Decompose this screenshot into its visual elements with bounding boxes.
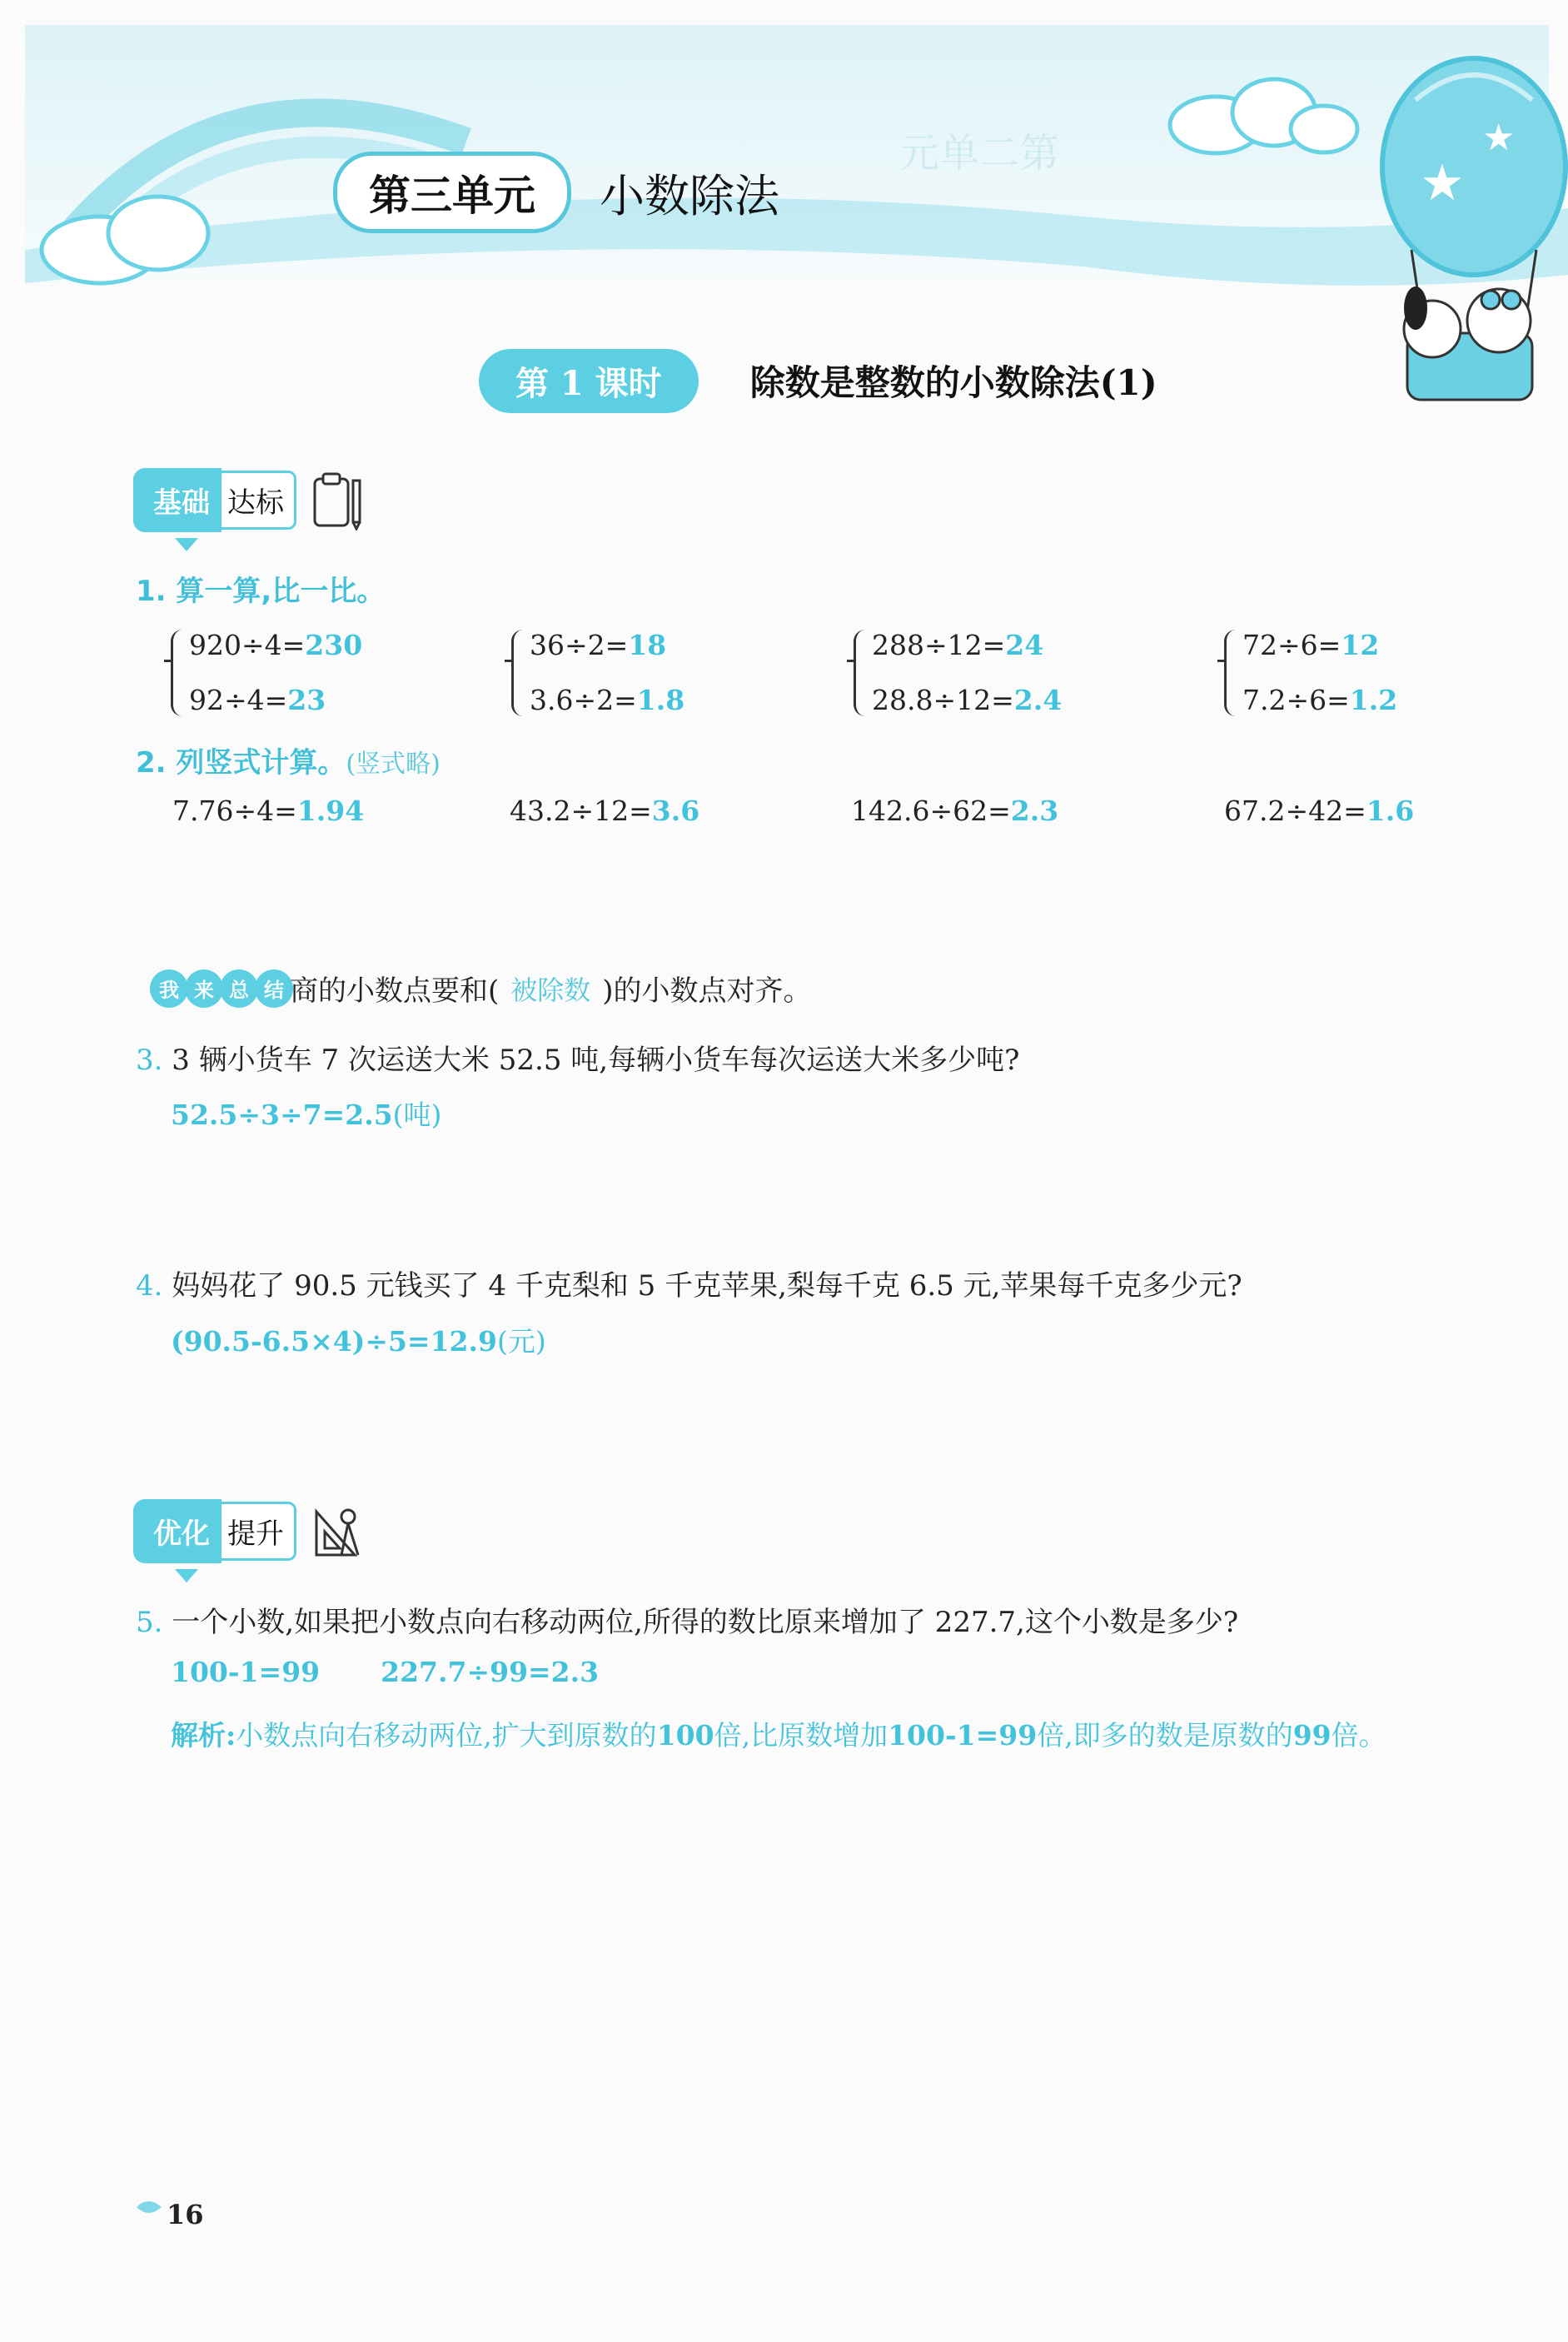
q5-answer-row xyxy=(171,1656,599,1688)
lesson-badge: 第 1 课时 xyxy=(479,349,699,413)
q1-answer: 1.8 xyxy=(636,684,685,716)
q1-expr: 28.8÷12= xyxy=(872,684,1014,716)
q1-answer: 24 xyxy=(1005,629,1044,661)
q1-answer: 12 xyxy=(1341,629,1380,661)
section-tag-part2: 提升 xyxy=(215,1502,296,1561)
lesson-title: 除数是整数的小数除法(1) xyxy=(749,362,1157,403)
unit-title xyxy=(333,154,779,231)
summary-row xyxy=(150,968,812,1009)
q1-number: 1. xyxy=(136,575,167,608)
q2-number: 2. xyxy=(136,746,167,780)
q2-expr: 7.76÷4= xyxy=(172,795,297,827)
q1-expr: 72÷6= xyxy=(1242,629,1342,661)
lesson-header xyxy=(479,343,1157,418)
q1-pair xyxy=(854,618,1062,728)
q2-expr: 43.2÷12= xyxy=(510,795,652,827)
q2-heading xyxy=(136,740,441,780)
cartoon-kids-icon xyxy=(1404,287,1532,400)
q5-text: 一个小数,如果把小数点向右移动两位,所得的数比原来增加了 227.7,这个小数是多少? xyxy=(172,1606,1239,1639)
q4-number: 4. xyxy=(136,1269,163,1303)
unit-label: 第三单元 xyxy=(333,152,571,233)
q1-answer: 23 xyxy=(287,684,326,716)
analysis-text: 小数点向右移动两位,扩大到原数的 xyxy=(236,1719,657,1752)
summary-bubble: 结 xyxy=(255,969,293,1008)
svg-text:元单二第: 元单二第 xyxy=(899,130,1060,177)
q4-answer: (90.5-6.5×4)÷5=12.9 xyxy=(171,1325,497,1358)
analysis-number: 100 xyxy=(656,1719,714,1752)
q3-number: 3. xyxy=(136,1044,163,1077)
q2-item xyxy=(172,795,364,827)
svg-text:★: ★ xyxy=(1420,154,1465,212)
q5-number: 5. xyxy=(136,1606,163,1639)
q3-unit: (吨) xyxy=(392,1099,442,1131)
analysis-number: 100-1=99 xyxy=(888,1719,1038,1752)
summary-bubble: 来 xyxy=(185,969,223,1008)
q1-answer: 18 xyxy=(628,629,667,661)
q2-expr: 67.2÷42= xyxy=(1224,795,1366,827)
unit-name: 小数除法 xyxy=(600,169,779,222)
q3-text-row xyxy=(136,1037,1019,1078)
page-number: 16 xyxy=(167,2199,204,2230)
ruler-compass-icon xyxy=(311,1500,365,1562)
q3-answer: 52.5÷3÷7=2.5 xyxy=(171,1099,393,1131)
section-tag-part1: 优化 xyxy=(133,1499,222,1563)
q3-answer-row xyxy=(171,1094,441,1133)
q1-expr: 3.6÷2= xyxy=(530,684,637,716)
q2-answer: 2.3 xyxy=(1010,795,1059,827)
section-tag-advanced xyxy=(133,1491,365,1571)
q2-item xyxy=(1224,795,1414,827)
summary-badge xyxy=(150,969,290,1008)
q1-expr: 36÷2= xyxy=(530,629,629,661)
q2-title: 列竖式计算。 xyxy=(176,746,346,780)
q1-pair xyxy=(511,618,684,728)
section-tag-part2: 达标 xyxy=(215,471,296,530)
analysis-number: 99 xyxy=(1292,1719,1332,1752)
svg-text:★: ★ xyxy=(1482,117,1516,159)
q1-heading xyxy=(136,568,385,609)
q3-text: 3 辆小货车 7 次运送大米 52.5 吨,每辆小货车每次运送大米多少吨? xyxy=(172,1044,1020,1077)
q2-answer: 1.94 xyxy=(296,795,365,827)
q4-unit: (元) xyxy=(496,1325,546,1358)
q2-item xyxy=(851,795,1058,827)
section-tag-basic xyxy=(133,460,365,540)
q1-answer: 2.4 xyxy=(1013,684,1063,716)
summary-fill: 被除数 xyxy=(510,974,591,1006)
q2-hint: (竖式略) xyxy=(346,750,441,779)
analysis-label: 解析: xyxy=(171,1719,236,1752)
q1-title: 算一算,比一比。 xyxy=(176,575,386,608)
q1-pair xyxy=(1224,618,1397,728)
clipboard-icon xyxy=(311,469,365,531)
q5-answer-2: 227.7÷99=2.3 xyxy=(381,1656,600,1688)
analysis-text: 倍。 xyxy=(1331,1719,1386,1752)
q2-expr: 142.6÷62= xyxy=(851,795,1011,827)
analysis-text: 倍,比原数增加 xyxy=(714,1719,889,1752)
q2-answer: 1.6 xyxy=(1366,795,1415,827)
q1-expr: 7.2÷6= xyxy=(1242,684,1350,716)
summary-text-before: 商的小数点要和( xyxy=(290,974,500,1008)
q4-text: 妈妈花了 90.5 元钱买了 4 千克梨和 5 千克苹果,梨每千克 6.5 元,苹果每千克多少元? xyxy=(172,1269,1242,1303)
q4-text-row xyxy=(136,1263,1242,1303)
section-tag-part1: 基础 xyxy=(133,468,222,532)
q2-item xyxy=(510,795,699,827)
q4-answer-row xyxy=(171,1320,546,1359)
fish-icon xyxy=(133,2190,167,2224)
q5-text-row xyxy=(136,1599,1238,1640)
q1-answer: 230 xyxy=(305,629,363,661)
q2-answer: 3.6 xyxy=(651,795,700,827)
summary-text-after: )的小数点对齐。 xyxy=(602,974,812,1008)
q1-pair xyxy=(171,618,362,728)
q1-expr: 920÷4= xyxy=(189,629,306,661)
q1-answer: 1.2 xyxy=(1349,684,1398,716)
summary-bubble: 我 xyxy=(150,969,188,1008)
q1-expr: 288÷12= xyxy=(872,629,1006,661)
analysis-text: 倍,即多的数是原数的 xyxy=(1037,1719,1293,1752)
summary-bubble: 总 xyxy=(220,969,258,1008)
q1-expr: 92÷4= xyxy=(189,684,288,716)
q5-analysis xyxy=(171,1707,1520,1764)
q5-answer-1: 100-1=99 xyxy=(171,1656,321,1688)
